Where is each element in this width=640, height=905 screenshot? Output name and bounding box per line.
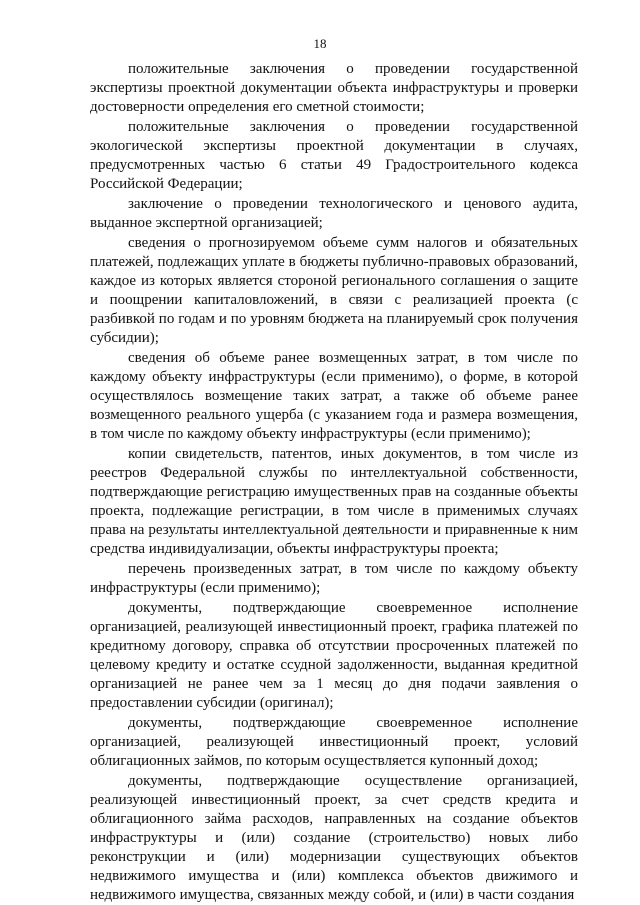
page-number: 18 <box>313 36 327 51</box>
paragraph-5: сведения об объеме ранее возмещенных затрат, в том числе по каждому объекту инфраструктуры (если применимо), о форме, в которой осуществлялось возмещение таких затрат, а также об объеме ранее возмещенного реального ущерба (с указанием года и размера возмещения, в том числе по каждому объекту инфраструктуры (если применимо); <box>90 350 578 442</box>
paragraph-9: документы, подтверждающие своевременное исполнение организацией, реализующей инвестиционный проект, условий облигационных займов, по которым осуществляется купонный доход; <box>90 715 578 769</box>
paragraph-3: заключение о проведении технологического и ценового аудита, выданное экспертной организацией; <box>90 196 578 231</box>
paragraph-7: перечень произведенных затрат, в том числе по каждому объекту инфраструктуры (если применимо); <box>90 561 578 596</box>
paragraph-4: сведения о прогнозируемом объеме сумм налогов и обязательных платежей, подлежащих уплате в бюджеты публично-правовых образований, каждое из которых является стороной регионального соглашения о защите и поощрении капиталовложений, в связи с реализацией проекта (с разбивкой по годам и по уровням бюджета на планируемый срок получения субсидии); <box>90 235 578 346</box>
paragraph-8: документы, подтверждающие своевременное исполнение организацией, реализующей инвестиционный проект, графика платежей по кредитному договору, справка об отсутствии просроченных платежей по целевому кредиту и остатке ссудной задолженности, выданная кредитной организацией не ранее чем за 1 месяц до дня подачи заявления о предоставлении субсидии (оригинал); <box>90 600 578 711</box>
paragraph-2: положительные заключения о проведении государственной экологической экспертизы проектной документации в случаях, предусмотренных частью 6 статьи 49 Градостроительного кодекса Российской Федерации; <box>90 119 578 192</box>
paragraph-10: документы, подтверждающие осуществление организацией, реализующей инвестиционный проект, за счет средств кредита и облигационного займа расходов, направленных на создание объектов инфраструктуры и (или) создание (строительство) новых либо реконструкции и (или) модернизации существующих объектов недвижимого имущества и (или) комплекса объектов движимого и недвижимого имущества, связанных между собой, и (или) в части создания <box>90 773 578 903</box>
document-body <box>90 60 578 905</box>
paragraph-1: положительные заключения о проведении государственной экспертизы проектной документации объекта инфраструктуры и проверки достоверности определения его сметной стоимости; <box>90 61 578 115</box>
paragraph-6: копии свидетельств, патентов, иных документов, в том числе из реестров Федеральной службы по интеллектуальной собственности, подтверждающие регистрацию имущественных прав на созданные объекты проекта, подлежащие регистрации, в том числе в применимых случаях права на результаты интеллектуальной деятельности и приравненные к ним средства индивидуализации, объекты инфраструктуры проекта; <box>90 446 578 557</box>
